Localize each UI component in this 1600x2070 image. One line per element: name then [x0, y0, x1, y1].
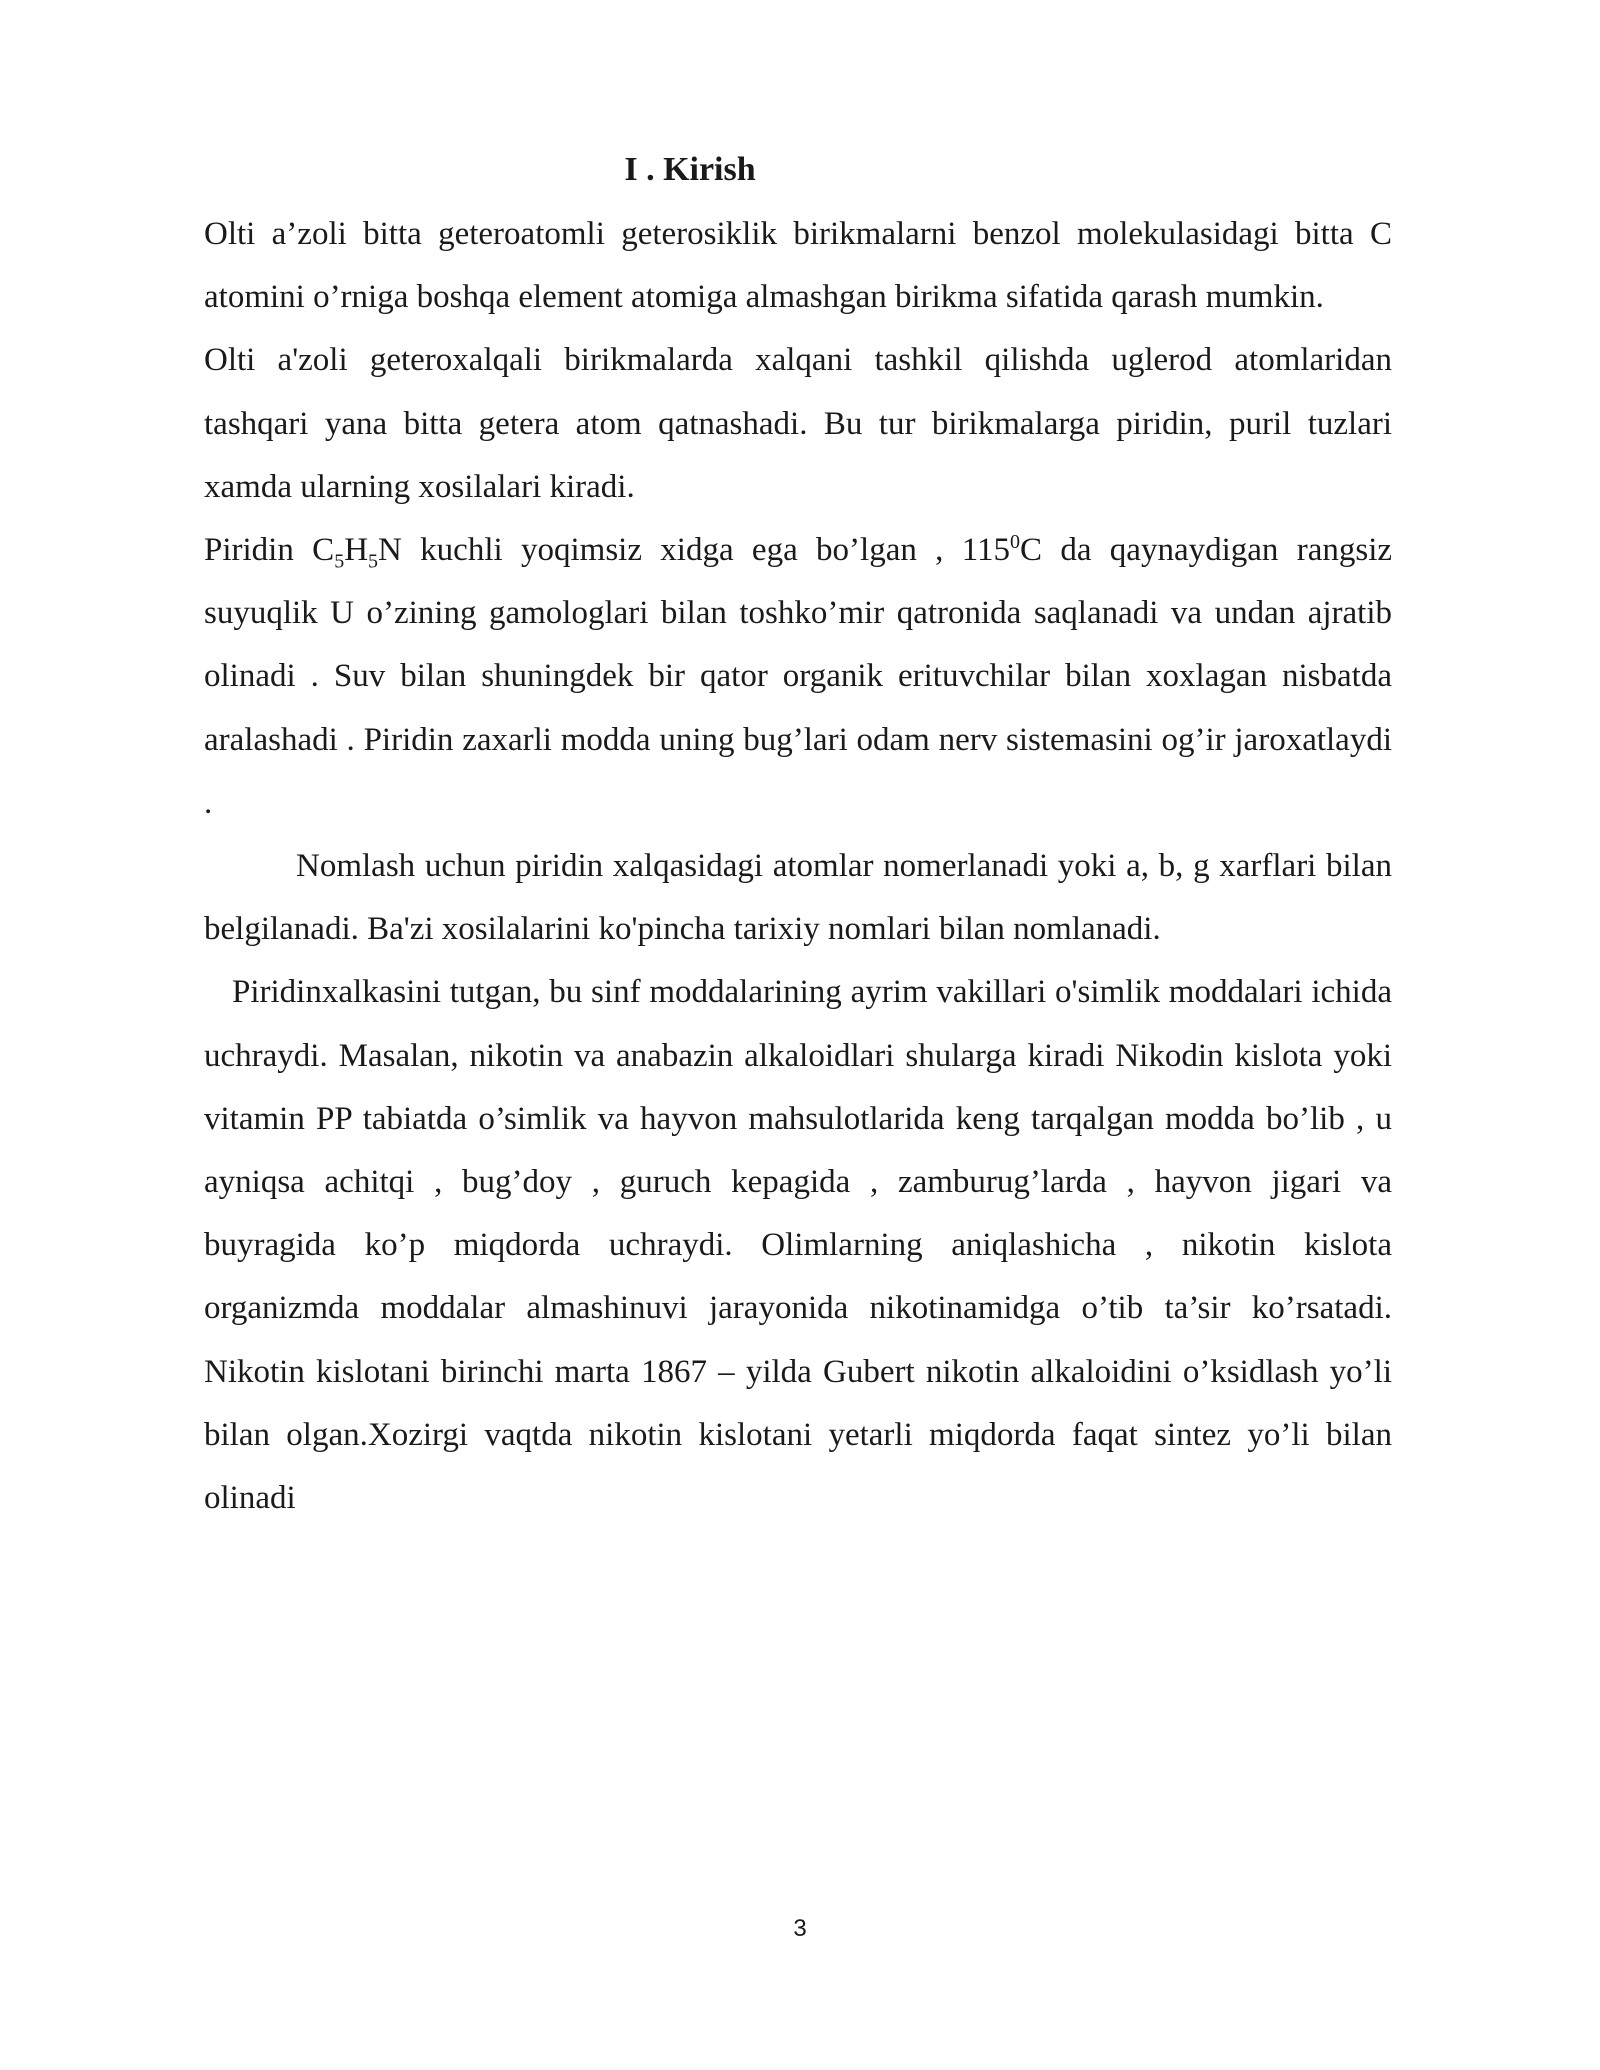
section-title: I . Kirish	[624, 151, 756, 188]
body-text	[204, 203, 1392, 1530]
pyridine-text-4: C da qaynaydigan rangsiz suyuqlik U o’zining gamologlari bilan toshko’mir qatronida saqlanadi va undan ajratib olinadi . Suv bilan shuningdek bir qator organik erituvchilar bilan xoxlagan nisbatda aralashadi . Piridin zaxarli modda uning bug’lari odam nerv sistemasini og’ir jaroxatlaydi .	[204, 532, 1393, 821]
paragraph-intro: Olti a’zoli bitta geteroatomli geterosiklik birikmalarni benzol molekulasidagi bitta C atomini o’rniga boshqa element atomiga almashgan birikma sifatida qarash mumkin.	[204, 216, 1392, 316]
paragraph-nicotinic-acid: Piridinxalkasini tutgan, bu sinf moddalarining ayrim vakillari o'simlik moddalari ichida uchraydi. Masalan, nikotin va anabazin alkaloidlari shularga kiradi Nikodin kislota yoki vitamin PP tabiatda o’simlik va hayvon mahsulotlarida keng tarqalgan modda bo’lib , u ayniqsa achitqi , bug’doy , guruch kepagida , zamburug’larda , hayvon jigari va buyragida ko’p miqdorda uchraydi. Olimlarning aniqlashicha , nikotin kislota organizmda moddalar almashinuvi jarayonida nikotinamidga o’tib ta’sir ko’rsatadi. Nikotin kislotani birinchi marta 1867 – yilda Gubert nikotin alkaloidini o’ksidlash yo’li bilan olgan.Xozirgi vaqtda nikotin kislotani yetarli miqdorda faqat sintez yo’li bilan olinadi	[204, 974, 1392, 1517]
page-number: 3	[793, 1915, 807, 1942]
degree-superscript: 0	[1010, 531, 1020, 554]
formula-subscript-h: 5	[368, 550, 379, 573]
paragraph-six-membered-rings: Olti a'zoli geteroxalqali birikmalarda xalqani tashkil qilishda uglerod atomlaridan tashqari yana bitta getera atom qatnashadi. Bu tur birikmalarga piridin, puril tuzlari xamda ularning xosilalari kiradi.	[204, 342, 1392, 505]
formula-subscript-c: 5	[334, 550, 345, 573]
paragraph-naming: Nomlash uchun piridin xalqasidagi atomlar nomerlanadi yoki a, b, g xarflari bilan belgilanadi. Ba'zi xosilalarini ko'pincha tarixiy nomlari bilan nomlanadi.	[204, 848, 1392, 948]
paragraph-pyridine-properties	[204, 519, 1392, 835]
pyridine-text-2: H	[344, 532, 369, 569]
pyridine-text-1: Piridin C	[204, 532, 335, 569]
pyridine-text-3: N kuchli yoqimsiz xidga ega bo’lgan , 115	[378, 532, 1010, 569]
